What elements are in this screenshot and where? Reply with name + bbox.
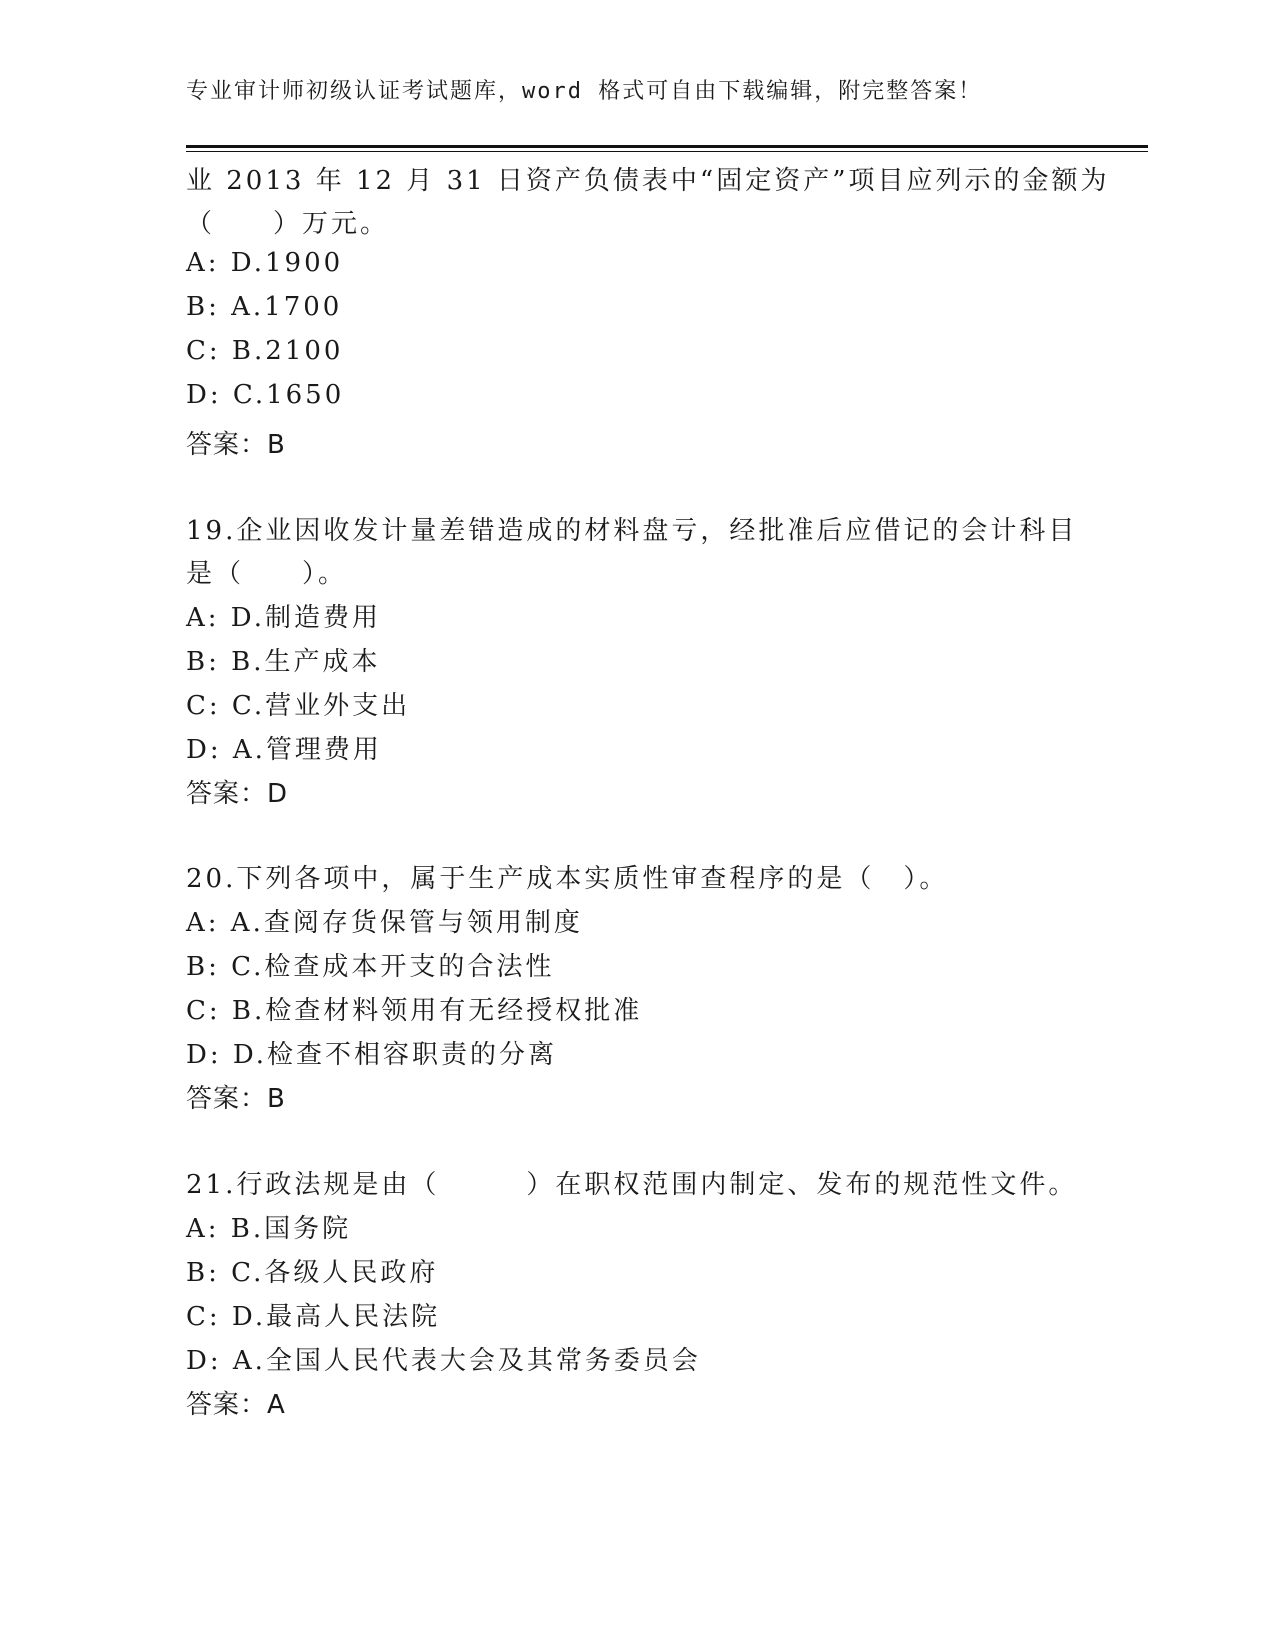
question-18-option-b: B: A.1700: [186, 292, 343, 322]
question-20-option-c: C: B.检查材料领用有无经授权批准: [186, 996, 643, 1026]
question-21-option-b: B: C.各级人民政府: [186, 1258, 439, 1288]
question-19-option-c: C: C.营业外支出: [186, 691, 411, 721]
question-20-option-b: B: C.检查成本开支的合法性: [186, 952, 555, 982]
question-19-stem-line-1: 19.企业因收发计量差错造成的材料盘亏，经批准后应借记的会计科目: [186, 516, 1078, 546]
header-rule-thick: [186, 145, 1148, 148]
question-18-option-a: A: D.1900: [186, 248, 344, 278]
question-20-option-a: A: A.查阅存货保管与领用制度: [186, 908, 583, 938]
question-18-option-d: D: C.1650: [186, 380, 345, 410]
question-19-answer: 答案：D: [186, 779, 289, 809]
question-21-option-a: A: B.国务院: [186, 1214, 352, 1244]
page-header: 专业审计师初级认证考试题库，word 格式可自由下载编辑，附完整答案！: [186, 79, 983, 104]
question-19-option-b: B: B.生产成本: [186, 647, 381, 677]
question-19-stem-line-2: 是（ ）。: [186, 559, 348, 589]
question-20-answer: 答案：B: [186, 1084, 286, 1114]
question-18-stem-line-1: 业 2013 年 12 月 31 日资产负债表中“固定资产”项目应列示的金额为: [186, 166, 1110, 196]
question-18-stem-line-2: （ ）万元。: [186, 209, 390, 239]
question-21-answer: 答案：A: [186, 1390, 286, 1420]
question-19-option-d: D: A.管理费用: [186, 735, 382, 765]
question-21-stem-line-1: 21.行政法规是由（ ）在职权范围内制定、发布的规范性文件。: [186, 1170, 1078, 1200]
question-21-option-c: C: D.最高人民法院: [186, 1302, 441, 1332]
question-18-answer: 答案：B: [186, 430, 286, 460]
question-21-option-d: D: A.全国人民代表大会及其常务委员会: [186, 1346, 701, 1376]
question-20-option-d: D: D.检查不相容职责的分离: [186, 1040, 558, 1070]
question-20-stem-line-1: 20.下列各项中，属于生产成本实质性审查程序的是（ ）。: [186, 864, 949, 894]
question-19-option-a: A: D.制造费用: [186, 603, 381, 633]
header-rule-thin: [186, 151, 1148, 152]
question-18-option-c: C: B.2100: [186, 336, 344, 366]
